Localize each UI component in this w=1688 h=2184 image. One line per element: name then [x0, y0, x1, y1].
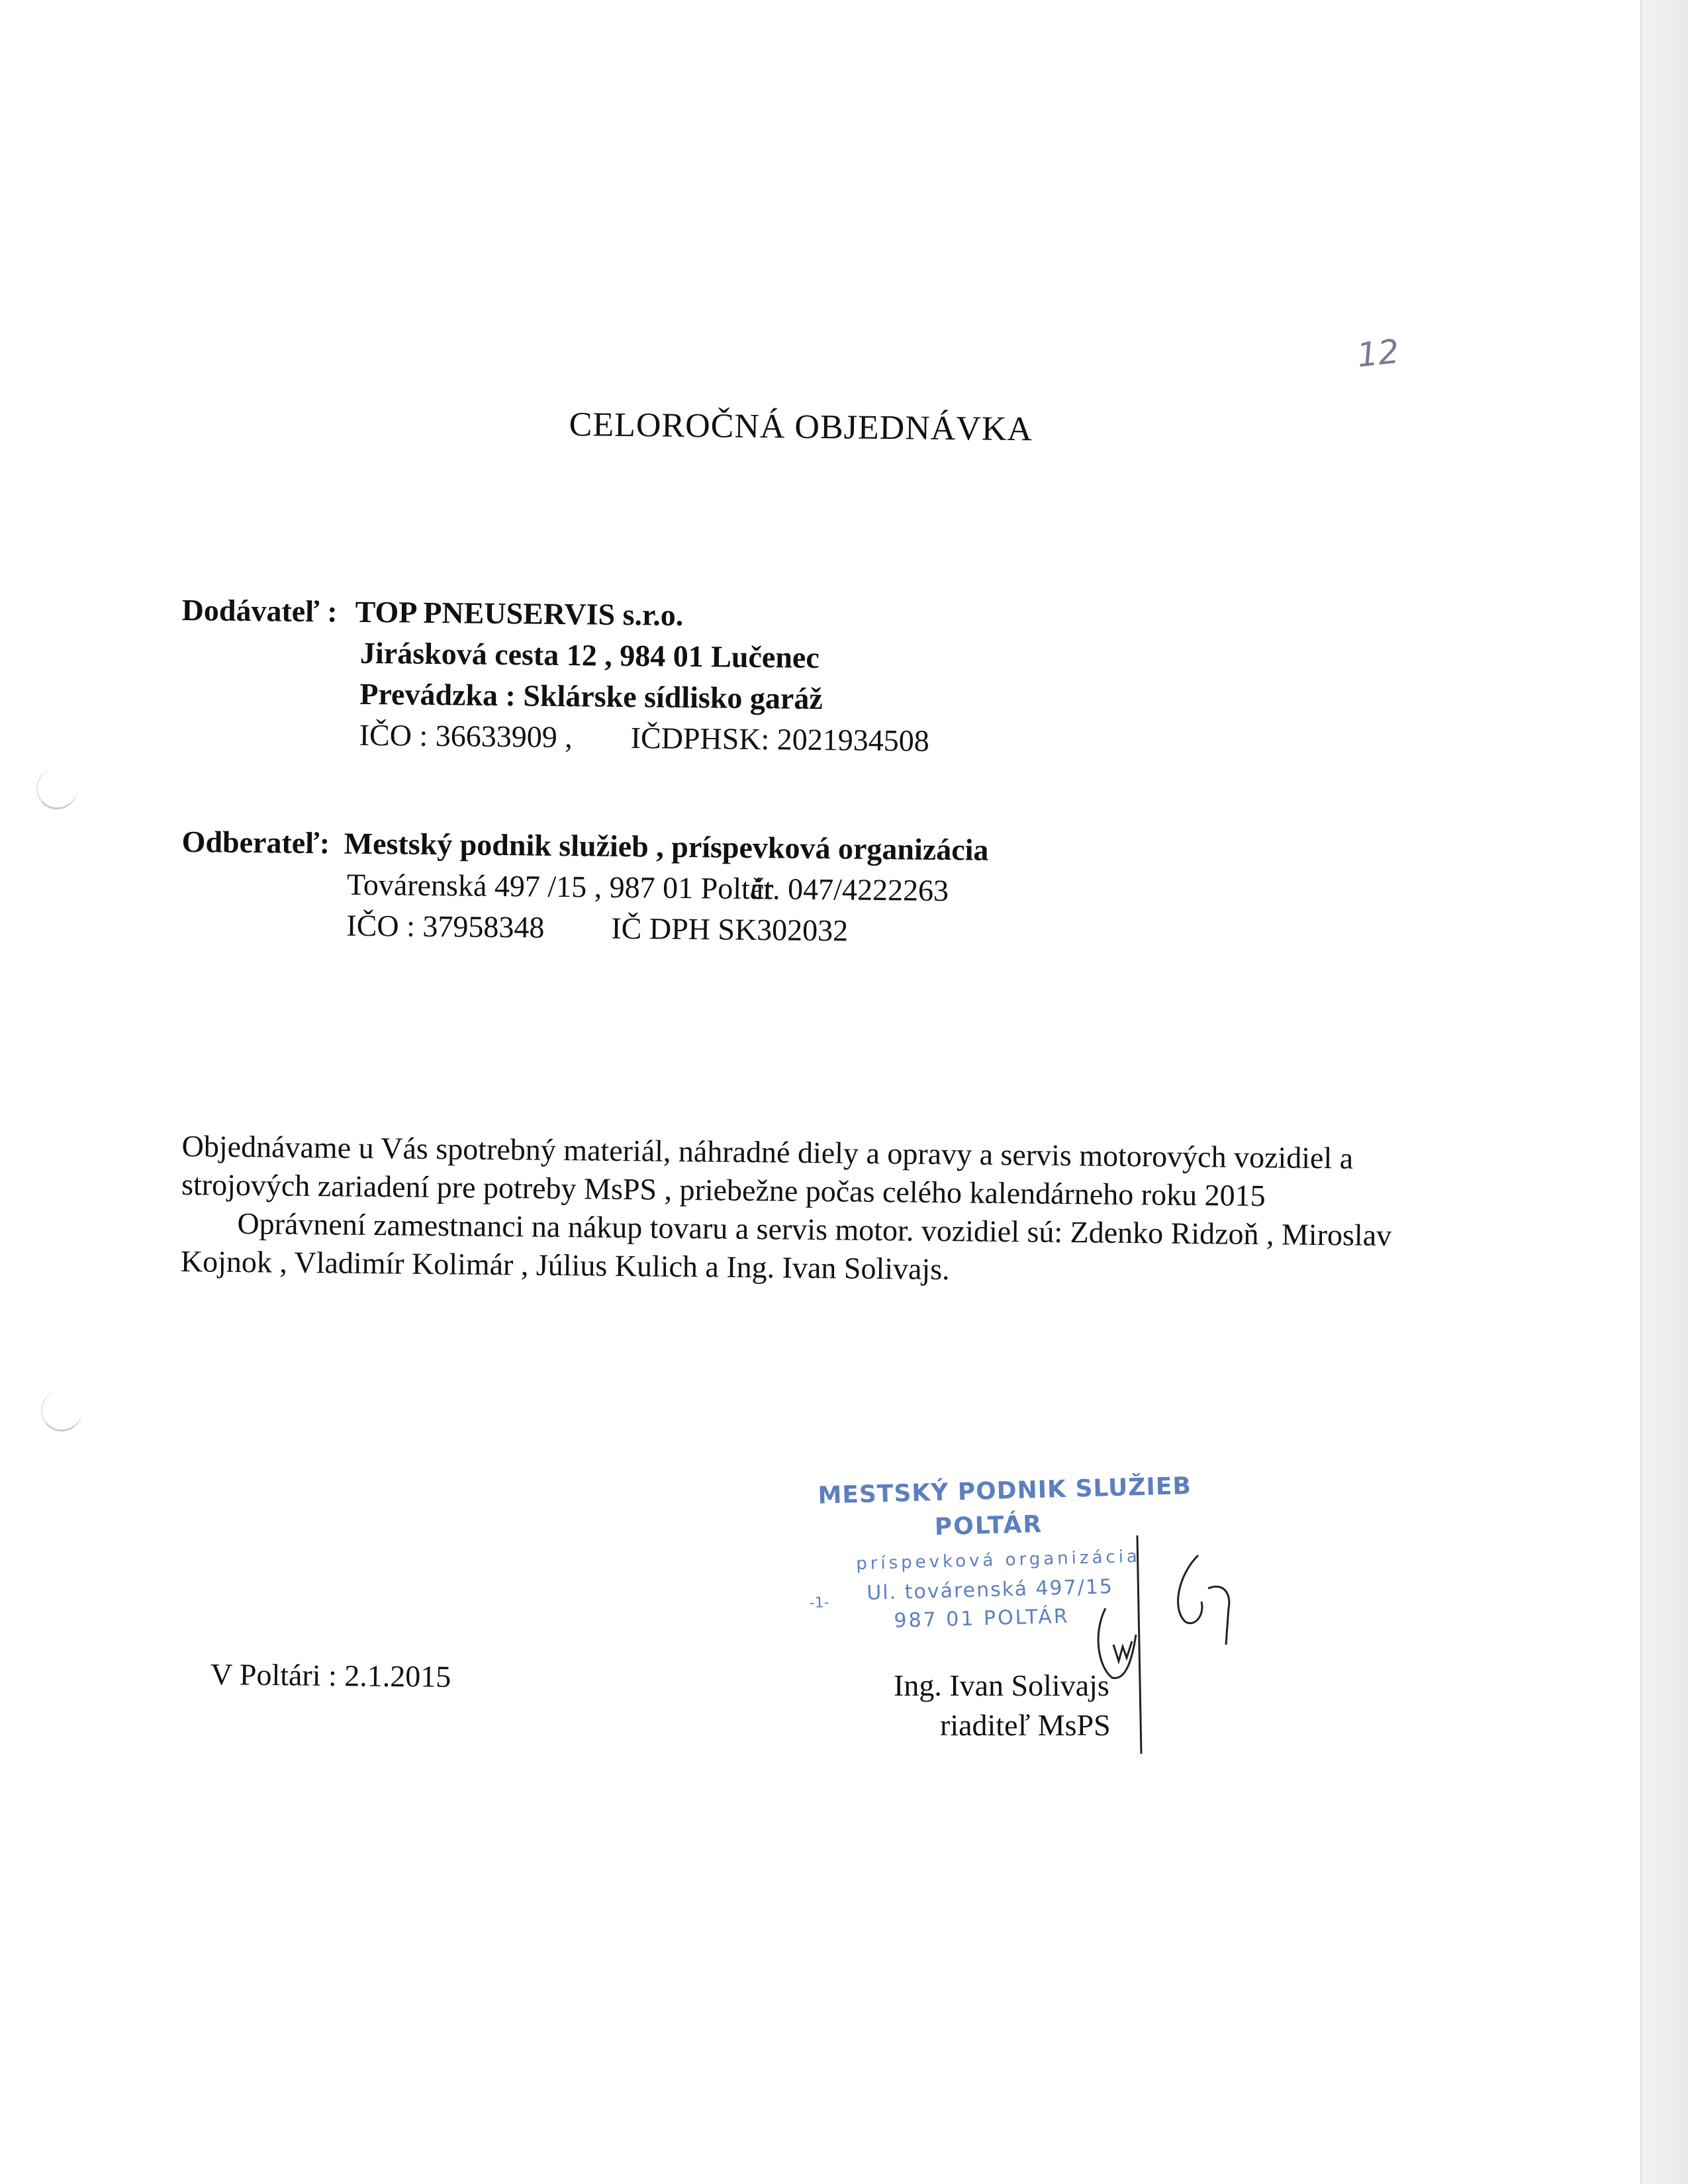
supplier-ico: IČO : 36633909 ,	[359, 717, 573, 754]
supplier-label: Dodávateľ :	[181, 592, 338, 629]
customer-vat: IČ DPH SK302032	[611, 911, 849, 948]
punch-hole-mark	[41, 1390, 82, 1432]
stamp-line: POLTÁR	[934, 1510, 1043, 1541]
stamp-line: MESTSKÝ PODNIK SLUŽIEB	[817, 1472, 1192, 1510]
place-date: V Poltári : 2.1.2015	[210, 1657, 451, 1694]
handwritten-page-number: 12	[1355, 332, 1401, 375]
supplier-premises: Prevádzka : Sklárske sídlisko garáž	[359, 676, 823, 716]
customer-ico: IČO : 37958348	[346, 908, 545, 944]
customer-phone: čt. 047/4222263	[750, 872, 949, 908]
supplier-name: TOP PNEUSERVIS s.r.o.	[355, 594, 684, 632]
body-line: Objednávame u Vás spotrebný materiál, náhradné diely a opravy a servis motorových vozidiel a	[181, 1129, 1354, 1175]
customer-address: Továrenská 497 /15 , 987 01 Poltár	[346, 867, 774, 906]
body-line: strojových zariadení pre potreby MsPS , priebežne počas celého kalendárneho roku 2015	[181, 1167, 1266, 1213]
stamp-line: Ul. továrenská 497/15	[866, 1575, 1114, 1605]
signatory-name: Ing. Ivan Solivajs	[894, 1668, 1109, 1702]
customer-label: Odberateľ:	[181, 825, 330, 860]
customer-name: Mestský podnik služieb , príspevková organizácia	[344, 826, 989, 867]
body-line: Kojnok , Vladimír Kolimár , Július Kulich a Ing. Ivan Solivajs.	[180, 1244, 950, 1287]
body-line: Oprávnení zamestnanci na nákup tovaru a servis motor. vozidiel sú: Zdenko Ridzoň , Miroslav	[237, 1206, 1392, 1253]
stamp-line: príspevková organizácia	[855, 1547, 1141, 1574]
supplier-address: Jirásková cesta 12 , 984 01 Lučenec	[359, 635, 820, 675]
stamp-line: 987 01 POLTÁR	[894, 1604, 1070, 1633]
punch-hole-mark	[36, 768, 77, 809]
stamp-side-mark: -1-	[809, 1594, 829, 1612]
scan-right-edge	[1640, 0, 1688, 2184]
supplier-vat: IČDPHSK: 2021934508	[630, 721, 930, 758]
signatory-role: riaditeľ MsPS	[940, 1708, 1111, 1742]
document-title: CELOROČNÁ OBJEDNÁVKA	[569, 405, 1033, 449]
